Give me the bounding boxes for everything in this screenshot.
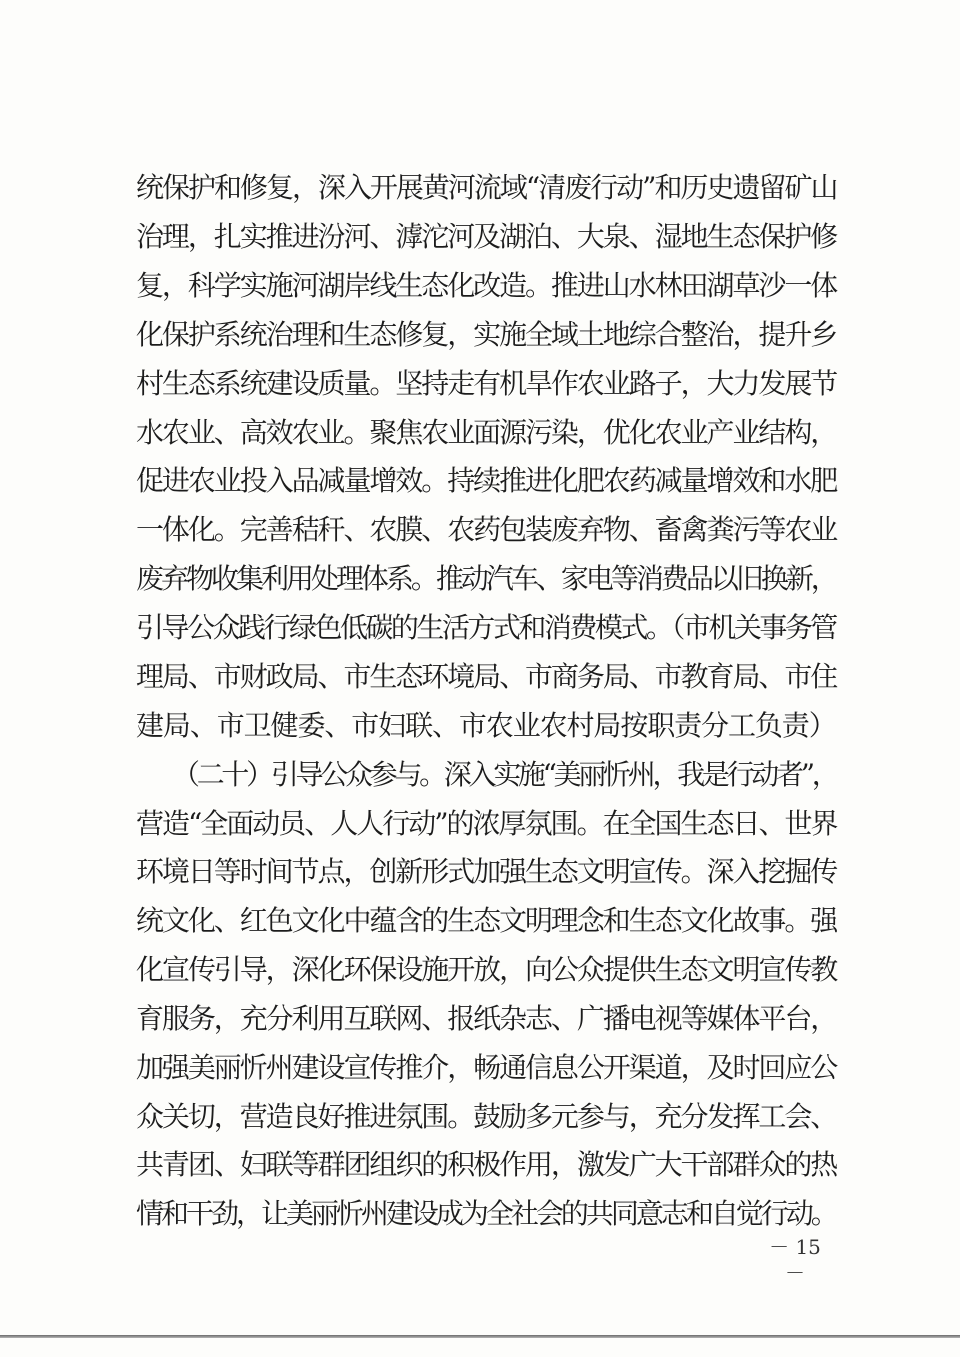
body-text-line: 水农业、高效农业。聚焦农业面源污染，优化农业产业结构，	[136, 416, 837, 449]
body-text-line: 加强美丽忻州建设宣传推介，畅通信息公开渠道，及时回应公	[136, 1051, 837, 1084]
body-text-line: 共青团、妇联等群团组织的积极作用，激发广大干部群众的热	[136, 1148, 837, 1181]
body-text-line: 营造“全面动员、人人行动”的浓厚氛围。在全国生态日、世界	[136, 807, 837, 840]
page-number: － 15 －	[769, 1235, 821, 1285]
body-text-line: 建局、市卫健委、市妇联、市农业农村局按职责分工负责）	[136, 709, 836, 742]
body-text-line: 环境日等时间节点，创新形式加强生态文明宣传。深入挖掘传	[136, 855, 837, 888]
body-text-line: 理局、市财政局、市生态环境局、市商务局、市教育局、市住	[136, 660, 837, 693]
body-text-line: 统保护和修复，深入开展黄河流域“清废行动”和历史遗留矿山	[136, 171, 837, 204]
body-text-line: 众关切，营造良好推进氛围。鼓励多元参与，充分发挥工会、	[136, 1100, 837, 1133]
body-text-line: 促进农业投入品减量增效。持续推进化肥农药减量增效和水肥	[136, 464, 837, 497]
body-text-line: 村生态系统建设质量。坚持走有机旱作农业路子，大力发展节	[136, 367, 837, 400]
body-text-line: 废弃物收集利用处理体系。推动汽车、家电等消费品以旧换新，	[136, 562, 836, 595]
body-text-line: 治理，扎实推进汾河、滹沱河及湖泊、大泉、湿地生态保护修	[136, 220, 837, 253]
bottom-edge-rule	[0, 1335, 960, 1338]
body-text-line: 育服务，充分利用互联网、报纸杂志、广播电视等媒体平台，	[136, 1002, 837, 1035]
body-text-line: 引导公众践行绿色低碳的生活方式和消费模式。（市机关事务管	[136, 611, 836, 644]
body-text-line: 化保护系统治理和生态修复，实施全域土地综合整治，提升乡	[136, 318, 837, 351]
body-text-line: 情和干劲，让美丽忻州建设成为全社会的共同意志和自觉行动。	[136, 1197, 836, 1230]
body-text-line: 复，科学实施河湖岸线生态化改造。推进山水林田湖草沙一体	[136, 269, 837, 302]
section-heading-line: （二十）引导公众参与。深入实施“美丽忻州，我是行动者”，	[172, 758, 837, 791]
body-text-line: 一体化。完善秸秆、农膜、农药包装废弃物、畜禽粪污等农业	[136, 513, 837, 546]
body-text-line: 统文化、红色文化中蕴含的生态文明理念和生态文化故事。强	[136, 904, 837, 937]
body-text-line: 化宣传引导，深化环保设施开放，向公众提供生态文明宣传教	[136, 953, 837, 986]
